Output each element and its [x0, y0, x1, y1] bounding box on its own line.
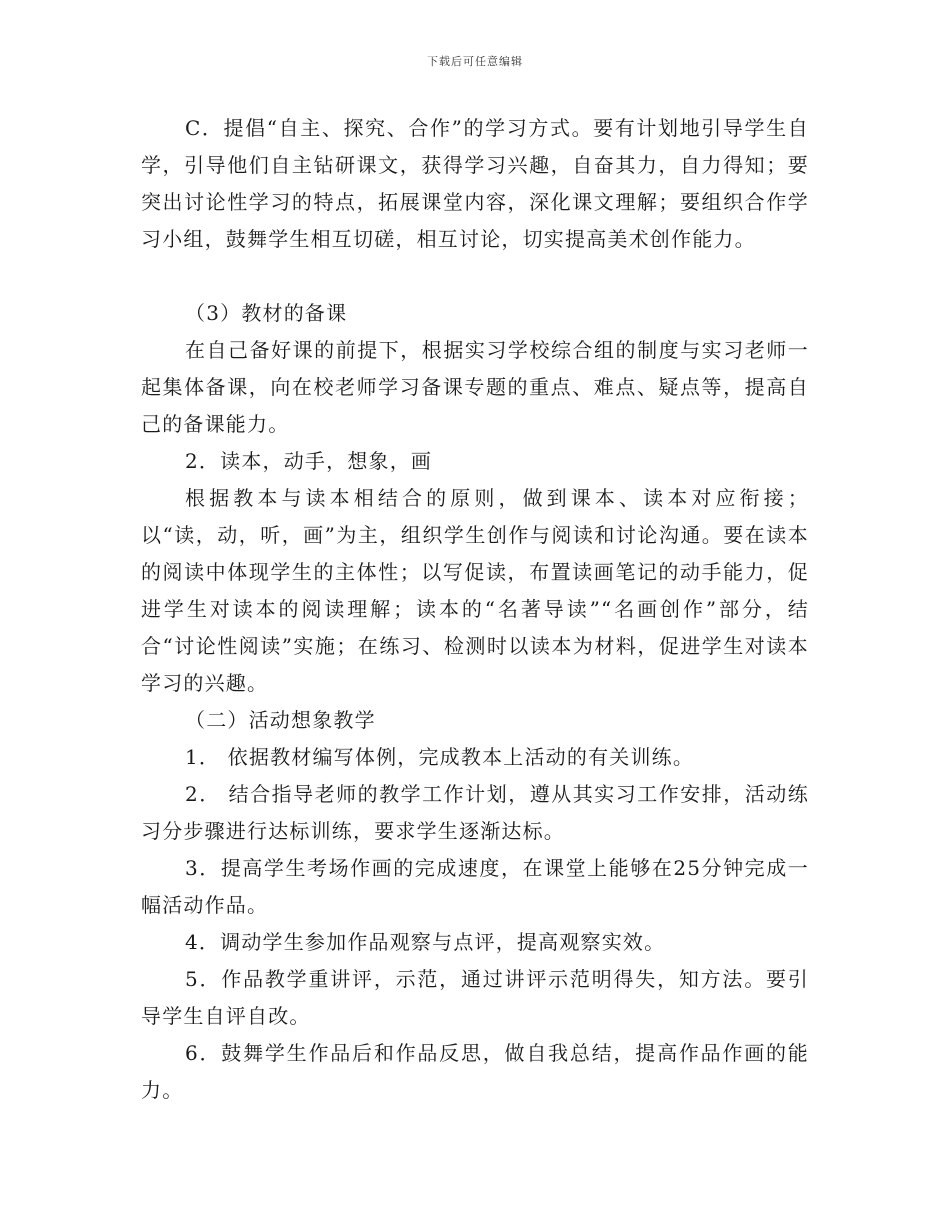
list-item-3: 3．提高学生考场作画的完成速度，在课堂上能够在25分钟完成一幅活动作品。 — [141, 856, 809, 917]
list-item-4: 4．调动学生参加作品观察与点评，提高观察实效。 — [185, 930, 666, 954]
heading-activity-teaching: （二）活动想象教学 — [185, 708, 376, 732]
document-body — [141, 110, 809, 1109]
list-item-5: 5．作品教学重讲评，示范，通过讲评示范明得失，知方法。要引导学生自评自改。 — [141, 967, 809, 1028]
list-item-1: 1． 依据教材编写体例，完成教本上活动的有关训练。 — [185, 745, 695, 769]
list-item-6: 6．鼓舞学生作品后和作品反思，做自我总结，提高作品作画的能力。 — [141, 1041, 809, 1102]
list-item-2: 2． 结合指导老师的教学工作计划，遵从其实习工作安排，活动练习分步骤进行达标训练，要求学生逐渐达标。 — [141, 782, 809, 843]
paragraph-reading-principle: 根据教本与读本相结合的原则，做到课本、读本对应衔接；以“读，动，听，画”为主，组织学生创作与阅读和讨论沟通。要在读本的阅读中体现学生的主体性；以写促读，布置读画笔记的动手能力，促进学生对读本的阅读理解；读本的“名著导读”“名画创作”部分，结合“讨论性阅读”实施；在练习、检测时以读本为材料，促进学生对读本学习的兴趣。 — [141, 486, 809, 695]
heading-textbook-prep: （3）教材的备课 — [185, 301, 348, 325]
paragraph-learning-method: C．提倡“自主、探究、合作”的学习方式。要有计划地引导学生自学，引导他们自主钻研课文，获得学习兴趣，自奋其力，自力得知；要突出讨论性学习的特点，拓展课堂内容，深化课文理解；要组织合作学习小组，鼓舞学生相互切磋，相互讨论，切实提高美术创作能力。 — [141, 116, 809, 251]
paragraph-collective-prep: 在自己备好课的前提下，根据实习学校综合组的制度与实习老师一起集体备课，向在校老师学习备课专题的重点、难点、疑点等，提高自己的备课能力。 — [141, 338, 809, 436]
heading-reading-drawing: 2．读本，动手，想象，画 — [185, 449, 433, 473]
page-header: 下载后可任意编辑 — [427, 55, 523, 68]
